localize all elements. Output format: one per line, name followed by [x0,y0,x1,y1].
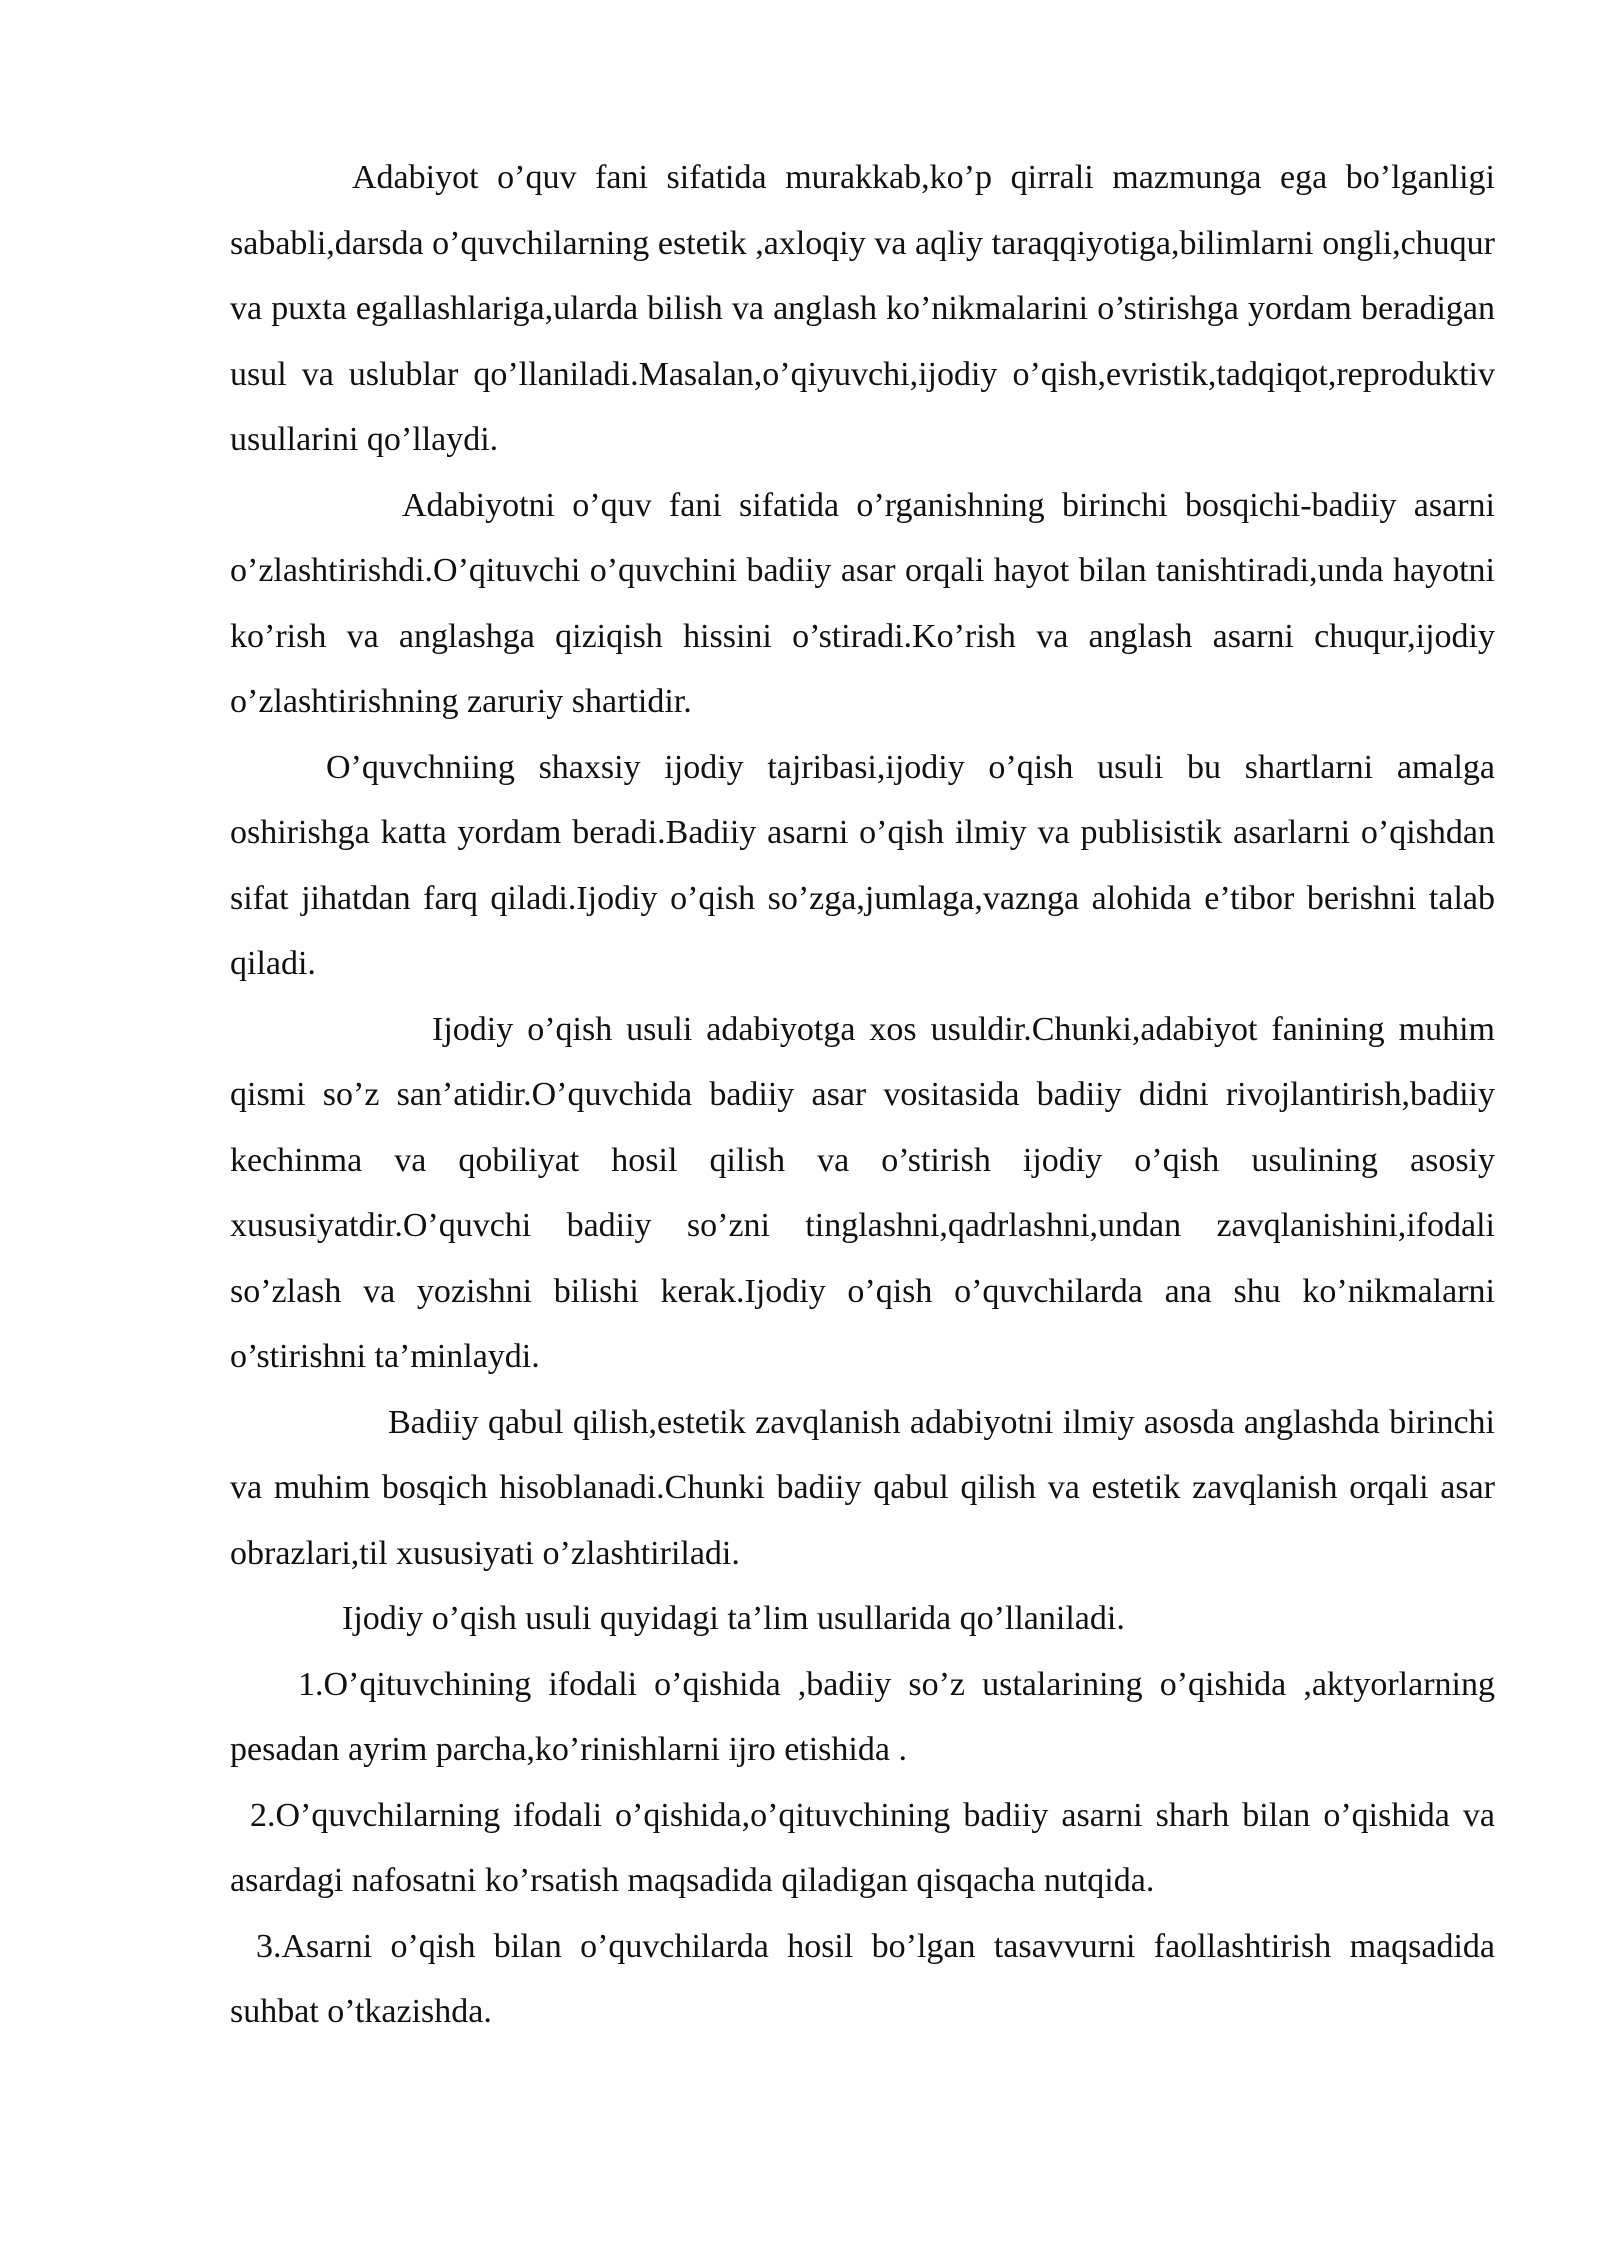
paragraph-2: Adabiyotni o’quv fani sifatida o’rganishning birinchi bosqichi-badiiy asarni o’zlashtirishdi.O’qituvchi o’quvchini badiiy asar orqali hayot bilan tanishtiradi,unda hayotni ko’rish va anglashga qiziqish hissini o’stiradi.Ko’rish va anglash asarni chuqur,ijodiy o’zlashtirishning zaruriy shartidir. [230,486,1495,720]
list-item-1: 1.O’qituvchining ifodali o’qishida ,badiiy so’z ustalarining o’qishida ,aktyorlarning pesadan ayrim parcha,ko’rinishlarni ijro etishida . [230,1665,1495,1768]
document-body [230,145,1495,2045]
paragraph-5: Badiiy qabul qilish,estetik zavqlanish adabiyotni ilmiy asosda anglashda birinchi va muhim bosqich hisoblanadi.Chunki badiiy qabul qilish va estetik zavqlanish orqali asar obrazlari,til xususiyati o’zlashtiriladi. [230,1403,1495,1572]
list-item-3: 3.Asarni o’qish bilan o’quvchilarda hosil bo’lgan tasavvurni faollashtirish maqsadida suhbat o’tkazishda. [230,1927,1495,2030]
paragraph-4: Ijodiy o’qish usuli adabiyotga xos usuldir.Chunki,adabiyot fanining muhim qismi so’z san’atidir.O’quvchida badiiy asar vositasida badiiy didni rivojlantirish,badiiy kechinma va qobiliyat hosil qilish va o’stirish ijodiy o’qish usulining asosiy xususiyatdir.O’quvchi badiiy so’zni tinglashni,qadrlashni,undan zavqlanishini,ifodali so’zlash va yozishni bilishi kerak.Ijodiy o’qish o’quvchilarda ana shu ko’nikmalarni o’stirishni ta’minlaydi. [230,1010,1495,1375]
paragraph-6: Ijodiy o’qish usuli quyidagi ta’lim usullarida qo’llaniladi. [342,1600,1125,1637]
list-item-2: 2.O’quvchilarning ifodali o’qishida,o’qituvchining badiiy asarni sharh bilan o’qishida va asardagi nafosatni ko’rsatish maqsadida qiladigan qisqacha nutqida. [230,1796,1495,1899]
paragraph-1: Adabiyot o’quv fani sifatida murakkab,ko’p qirrali mazmunga ega bo’lganligi sababli,darsda o’quvchilarning estetik ,axloqiy va aqliy taraqqiyotiga,bilimlarni ongli,chuqur va puxta egallashlariga,ularda bilish va anglash ko’nikmalarini o’stirishga yordam beradigan usul va uslublar qo’llaniladi.Masalan,o’qiyuvchi,ijodiy o’qish,evristik,tadqiqot,reproduktiv usullarini qo’llaydi. [230,159,1495,458]
paragraph-3: O’quvchniing shaxsiy ijodiy tajribasi,ijodiy o’qish usuli bu shartlarni amalga oshirishga katta yordam beradi.Badiiy asarni o’qish ilmiy va publisistik asarlarni o’qishdan sifat jihatdan farq qiladi.Ijodiy o’qish so’zga,jumlaga,vaznga alohida e’tibor berishni talab qiladi. [230,748,1495,982]
